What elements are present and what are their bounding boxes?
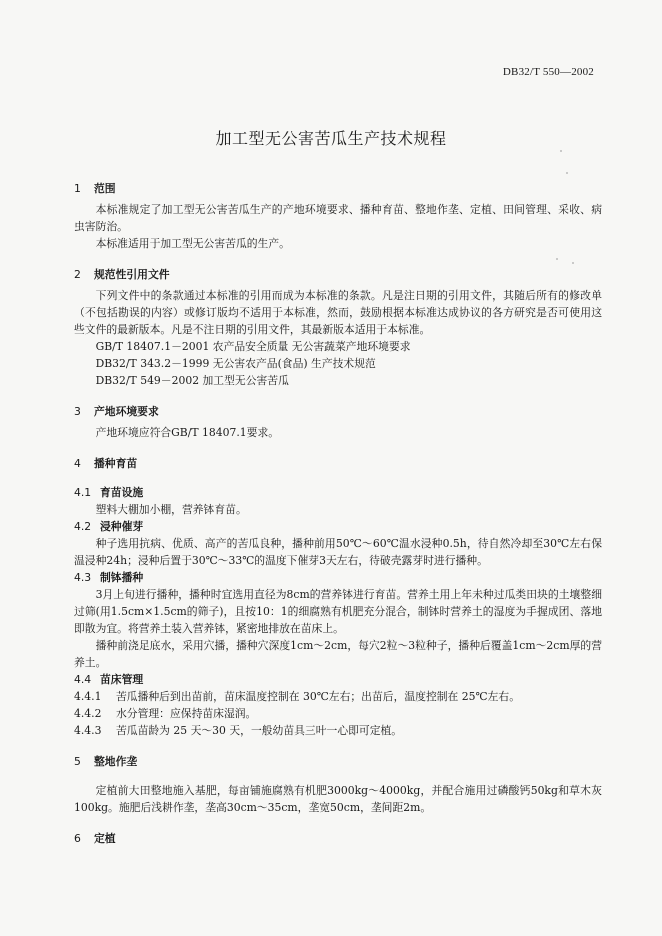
subsection-4-3-heading: 4.3 制钵播种 [74,571,144,584]
section-3-paragraph-1: 产地环境应符合GB/T 18407.1要求。 [95,426,280,439]
clause-4-4-1: 4.4.1 苦瓜播种后到出苗前，苗床温度控制在 30℃左右；出苗后，温度控制在 25℃左右。 [74,690,520,703]
subsection-4-3-paragraph-2: 播种前浇足底水，采用穴播，播种穴深度1cm～2cm，每穴2粒～3粒种子，播种后覆盖1cm～2cm厚的营养土。 [74,639,602,669]
scan-speck [572,262,574,264]
subsection-4-4-heading: 4.4 苗床管理 [74,673,144,686]
section-2-heading: 2 规范性引用文件 [74,268,170,281]
document-body [74,180,602,847]
page-title: 加工型无公害苦瓜生产技术规程 [215,129,447,148]
subsection-4-1-heading: 4.1 育苗设施 [74,486,144,499]
clause-4-4-3: 4.4.3 苦瓜苗龄为 25 天～30 天，一般幼苗具三叶一心即可定植。 [74,724,403,737]
subsection-4-2-heading: 4.2 浸种催芽 [74,520,144,533]
subsection-4-2-paragraph: 种子选用抗病、优质、高产的苦瓜良种，播种前用50℃～60℃温水浸种0.5h，待自然冷却至30℃左右保温浸种24h；浸种后置于30℃～33℃的温度下催芽3天左右，待破壳露芽时进行播种。 [74,537,602,567]
section-6-heading: 6 定植 [74,832,116,845]
reference-item: DB32/T 343.2－1999 无公害农产品(食品) 生产技术规范 [95,357,376,370]
scan-speck [560,150,562,152]
scan-speck [566,172,568,174]
document-number: DB32/T 550—2002 [502,66,594,78]
clause-4-4-2: 4.4.2 水分管理：应保持苗床湿润。 [74,707,257,720]
subsection-4-3-paragraph-1: 3月上旬进行播种，播种时宜选用直径为8cm的营养钵进行育苗。营养土用上年未种过瓜类田块的土壤整细过筛(用1.5cm×1.5cm的筛子)，且按10：1的细腐熟有机肥充分混合，制钵时营养土的湿度为手握成团、落地即散为宜。将营养土装入营养钵，紧密地排放在苗床上。 [74,588,602,635]
reference-item: GB/T 18407.1－2001 农产品安全质量 无公害蔬菜产地环境要求 [95,340,411,353]
section-5-paragraph-1: 定植前大田整地施入基肥，每亩铺施腐熟有机肥3000kg～4000kg，并配合施用过磷酸钙50kg和草木灰100kg。施肥后浅耕作垄，垄高30cm～35cm，垄宽50cm，垄间距2m。 [74,784,602,814]
section-1-paragraph-1: 本标准规定了加工型无公害苦瓜生产的产地环境要求、播种育苗、整地作垄、定植、田间管理、采收、病虫害防治。 [74,203,602,233]
section-1-paragraph-2: 本标准适用于加工型无公害苦瓜的生产。 [95,237,290,250]
section-3-heading: 3 产地环境要求 [74,405,159,418]
reference-item: DB32/T 549－2002 加工型无公害苦瓜 [95,374,289,387]
scan-speck [556,258,558,260]
section-2-paragraph-1: 下列文件中的条款通过本标准的引用而成为本标准的条款。凡是注日期的引用文件，其随后所有的修改单（不包括勘误的内容）或修订版均不适用于本标准，然而，鼓励根据本标准达成协议的各方研究是否可使用这些文件的最新版本。凡是不注日期的引用文件，其最新版本适用于本标准。 [74,289,602,336]
subsection-4-1-paragraph: 塑料大棚加小棚，营养钵育苗。 [95,503,247,516]
section-4-heading: 4 播种育苗 [74,457,138,470]
section-5-heading: 5 整地作垄 [74,755,138,768]
section-1-heading: 1 范围 [74,182,116,195]
